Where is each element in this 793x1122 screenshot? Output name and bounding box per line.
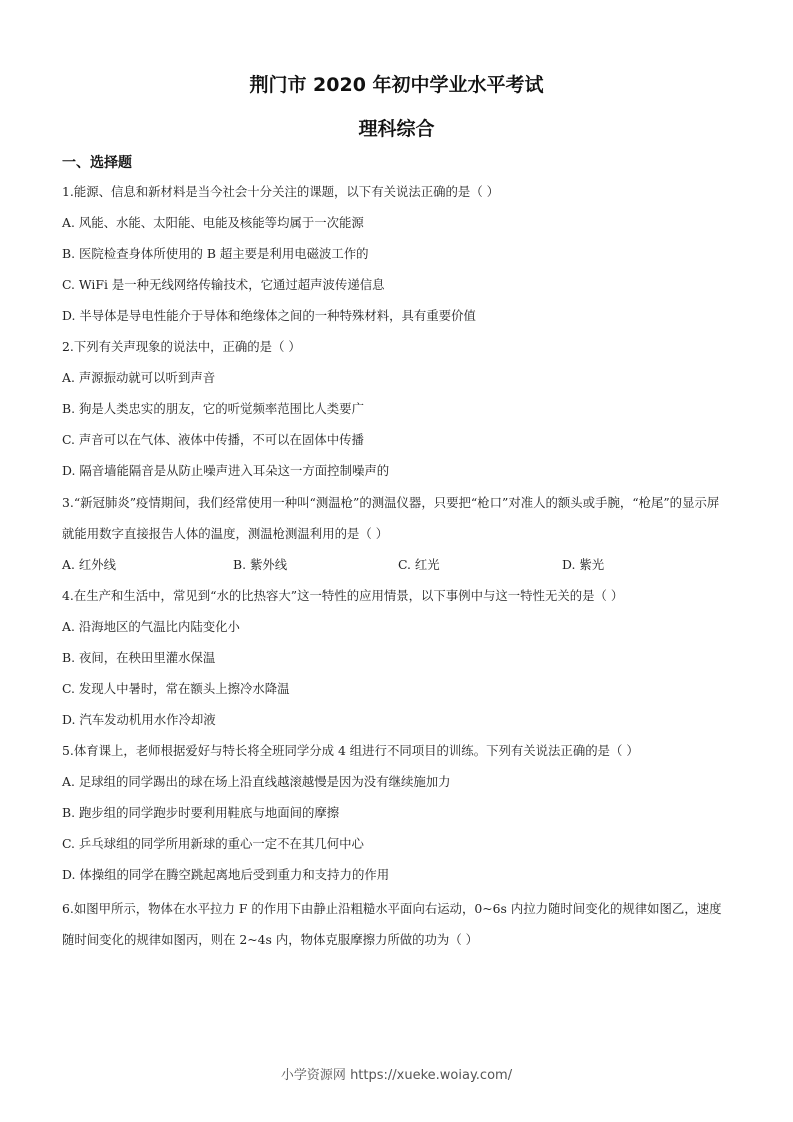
question-2-option-c: C. 声音可以在气体、液体中传播，不可以在固体中传播: [62, 432, 364, 447]
question-4-stem: 4.在生产和生活中，常见到“水的比热容大”这一特性的应用情景，以下事例中与这一特性无关的是（ ）: [62, 588, 624, 603]
section-heading: 一、选择题: [62, 155, 132, 171]
question-5-option-d: D. 体操组的同学在腾空跳起离地后受到重力和支持力的作用: [62, 867, 390, 882]
question-2-option-b: B. 狗是人类忠实的朋友，它的听觉频率范围比人类要广: [62, 401, 364, 416]
question-1-option-a: A. 风能、水能、太阳能、电能及核能等均属于一次能源: [62, 215, 364, 230]
question-2-option-d: D. 隔音墙能隔音是从防止噪声进入耳朵这一方面控制噪声的: [62, 463, 390, 478]
question-3-option-a: A. 红外线: [62, 557, 116, 572]
question-2-option-a: A. 声源振动就可以听到声音: [62, 370, 216, 385]
document-subtitle: 理科综合: [358, 118, 435, 140]
question-1-stem: 1.能源、信息和新材料是当今社会十分关注的课题，以下有关说法正确的是（ ）: [62, 184, 500, 199]
question-5-option-a: A. 足球组的同学踢出的球在场上沿直线越滚越慢是因为没有继续施加力: [62, 774, 451, 789]
question-3-option-b: B. 紫外线: [233, 557, 288, 572]
question-5-option-b: B. 跑步组的同学跑步时要利用鞋底与地面间的摩擦: [62, 805, 340, 820]
question-4-option-c: C. 发现人中暑时，常在额头上擦冷水降温: [62, 681, 290, 696]
question-4-option-b: B. 夜间，在秧田里灌水保温: [62, 650, 216, 665]
question-3-stem: 3.“新冠肺炎”疫情期间，我们经常使用一种叫“测温枪”的测温仪器，只要把“枪口”对准人的额头或手腕，“枪尾”的显示屏就能用数字直接报告人体的温度，测温枪测温利用的是（ ）: [62, 495, 720, 541]
question-6-stem: 6.如图甲所示，物体在水平拉力 F 的作用下由静止沿粗糙水平面向右运动，0~6s 内拉力随时间变化的规律如图乙，速度随时间变化的规律如图丙，则在 2~4s 内，物体克服摩擦力所做的功为（ ）: [62, 901, 722, 947]
question-4-option-d: D. 汽车发动机用水作冷却液: [62, 712, 216, 727]
question-1-option-c: C. WiFi 是一种无线网络传输技术，它通过超声波传递信息: [62, 277, 385, 292]
footer-watermark: [0, 1064, 793, 1083]
question-3-option-d: D. 紫光: [562, 557, 605, 572]
question-1-option-b: B. 医院检查身体所使用的 B 超主要是利用电磁波工作的: [62, 246, 369, 261]
footer-site-name: 小学资源网: [280, 1068, 346, 1083]
question-2-stem: 2.下列有关声现象的说法中，正确的是（ ）: [62, 339, 301, 354]
question-4-option-a: A. 沿海地区的气温比内陆变化小: [62, 619, 240, 634]
question-3-option-c: C. 红光: [398, 557, 440, 572]
footer-url-link[interactable]: https://xueke.woiay.com/: [350, 1068, 513, 1083]
document-title: 荆门市 2020 年初中学业水平考试: [249, 74, 544, 96]
question-5-stem: 5.体育课上，老师根据爱好与特长将全班同学分成 4 组进行不同项目的训练。下列有关说法正确的是（ ）: [62, 743, 639, 758]
question-5-option-c: C. 乒乓球组的同学所用新球的重心一定不在其几何中心: [62, 836, 364, 851]
question-1-option-d: D. 半导体是导电性能介于导体和绝缘体之间的一种特殊材料，具有重要价值: [62, 308, 476, 323]
